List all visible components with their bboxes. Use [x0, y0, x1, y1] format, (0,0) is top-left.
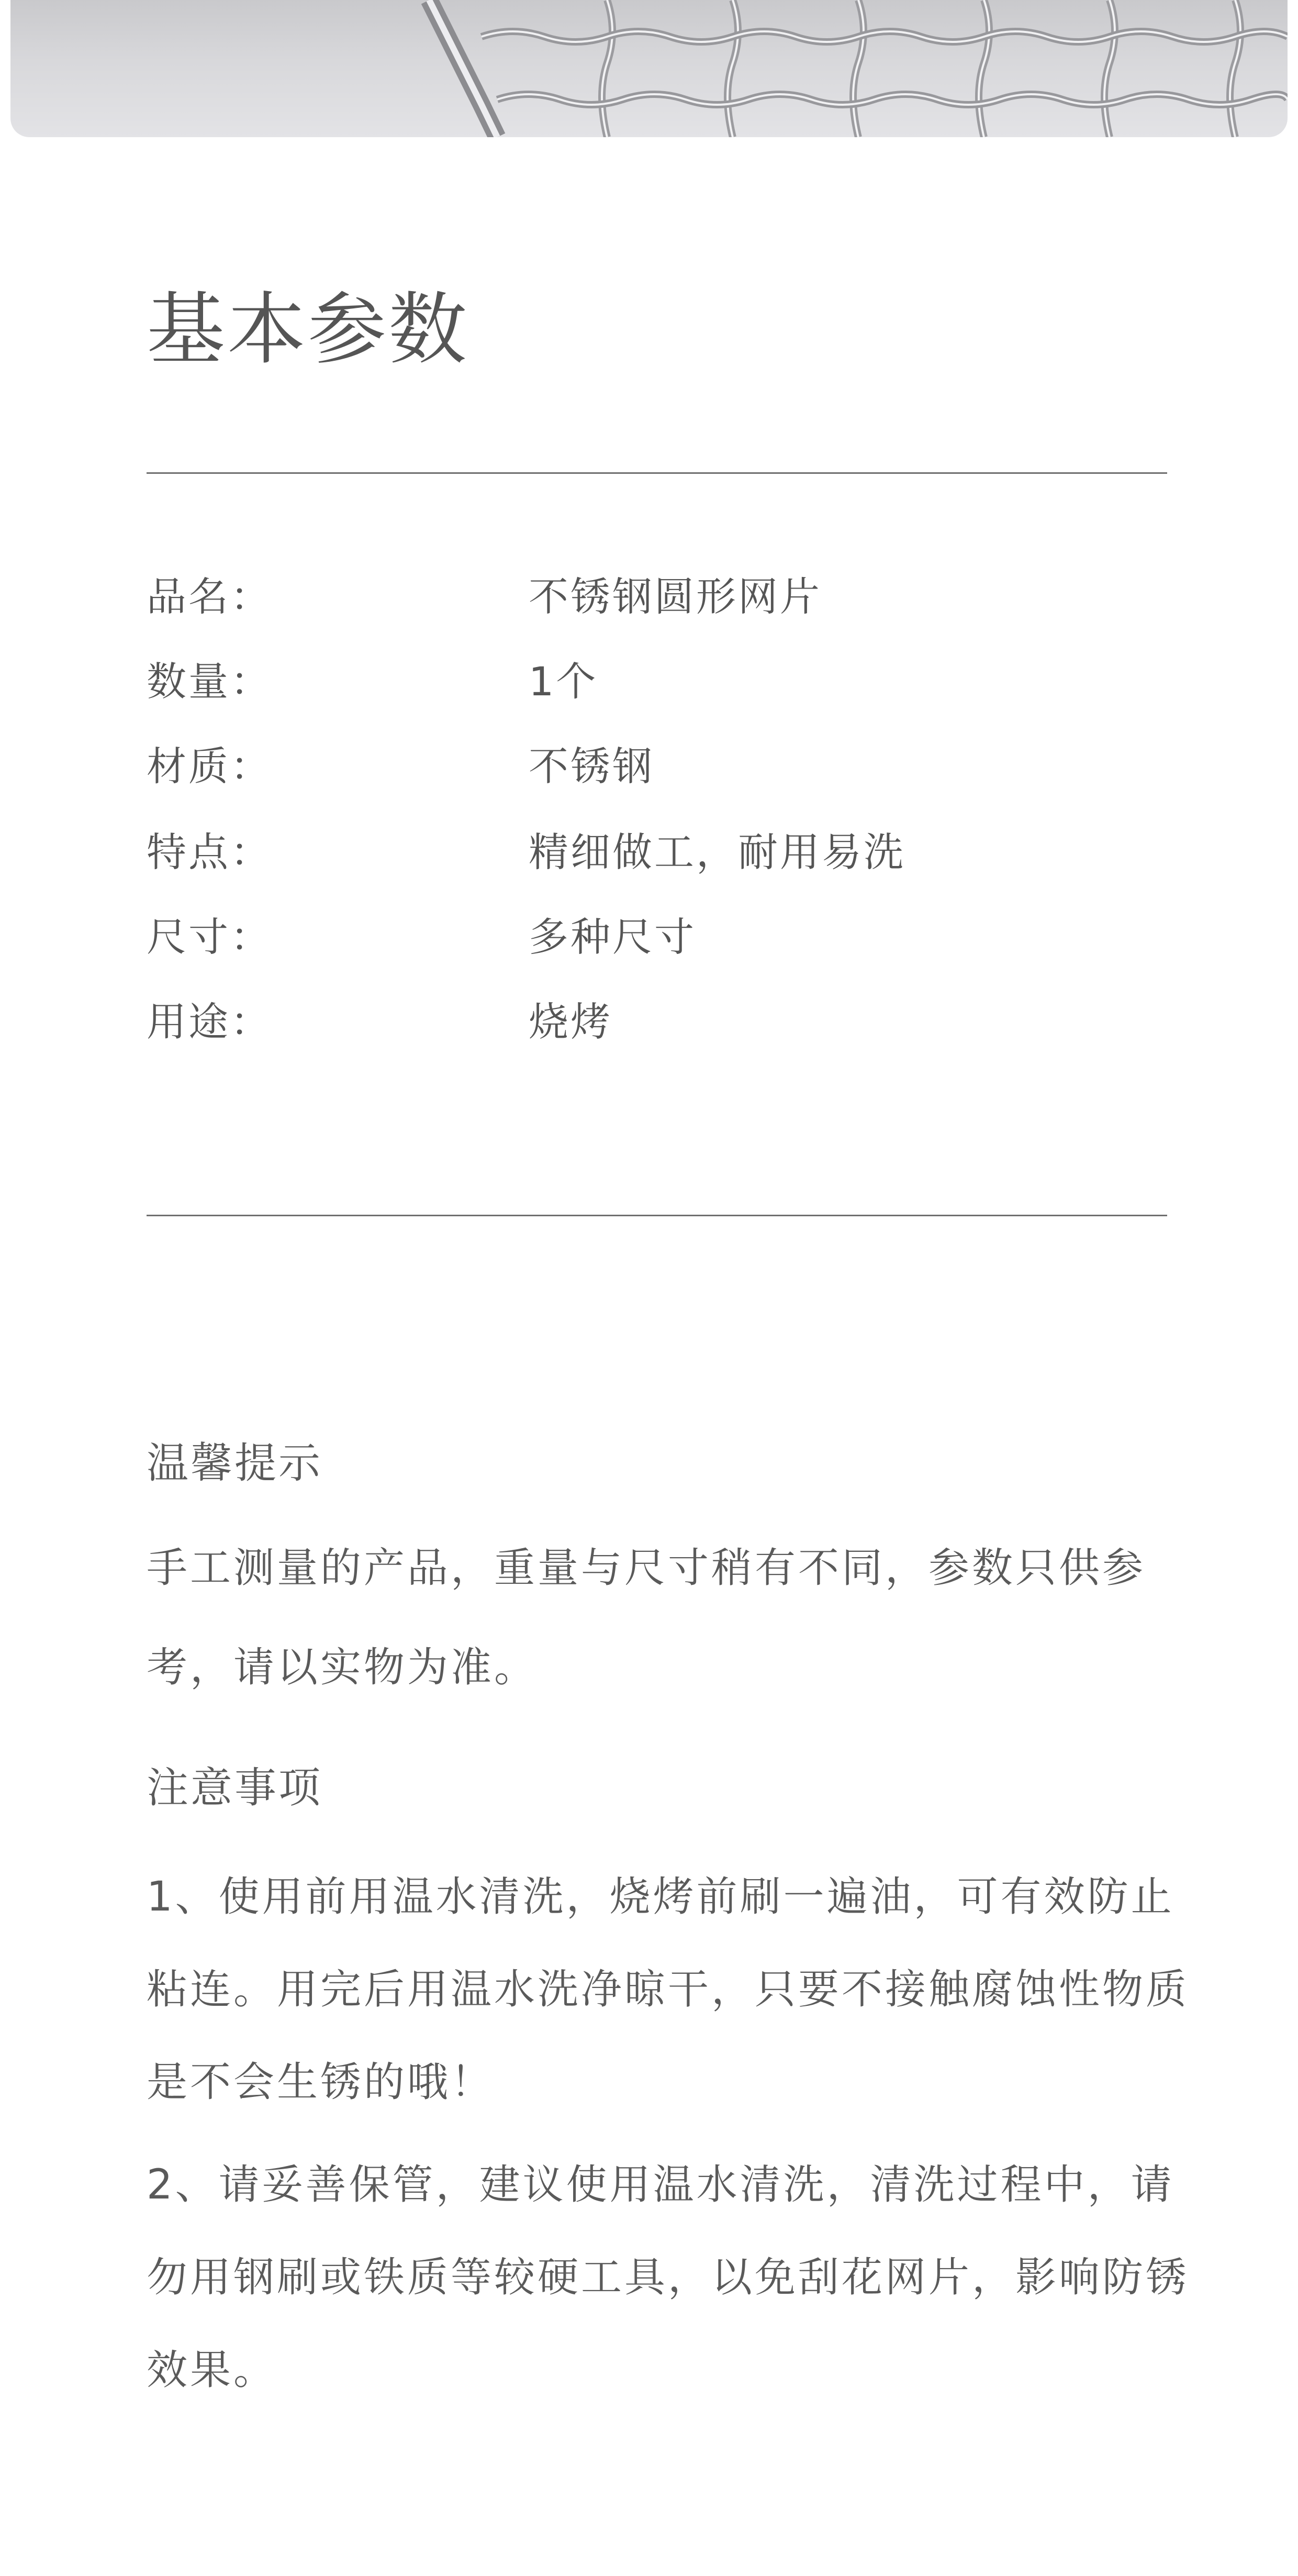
product-photo — [10, 0, 1288, 137]
section-title: 基本参数 — [147, 284, 469, 375]
note-item-1: 1、使用前用温水清洗，烧烤前刷一遍油，可有效防止粘连。用完后用温水洗净晾干，只要不接触腐蚀性物质是不会生锈的哦！ — [147, 1873, 1190, 2106]
spec-value: 不锈钢 — [529, 743, 654, 790]
spec-label: 数量： — [147, 658, 272, 705]
note-item-2: 2、请妥善保管，建议使用温水清洗，清洗过程中，请勿用钢刷或铁质等较硬工具，以免刮花网片，影响防锈效果。 — [147, 2161, 1190, 2394]
spec-value: 烧烤 — [529, 998, 612, 1045]
notes-heading: 注意事项 — [147, 1763, 322, 1812]
spec-value: 精细做工，耐用易洗 — [529, 829, 905, 875]
spec-label: 特点： — [147, 829, 272, 875]
tips-text: 手工测量的产品，重量与尺寸稍有不同，参数只供参考，请以实物为准。 — [147, 1545, 1146, 1691]
spec-label: 材质： — [147, 743, 272, 790]
spec-row-size — [147, 906, 1167, 969]
spec-label: 品名： — [147, 573, 272, 620]
spec-row-name — [147, 565, 1167, 628]
tips-heading: 温馨提示 — [147, 1439, 322, 1487]
spec-value: 不锈钢圆形网片 — [529, 573, 822, 620]
divider-top — [147, 472, 1167, 474]
spec-row-material — [147, 735, 1167, 798]
spec-label: 尺寸： — [147, 914, 272, 960]
spec-label: 用途： — [147, 998, 272, 1045]
spec-row-features — [147, 821, 1167, 884]
spec-row-usage — [147, 991, 1167, 1053]
spec-value: 多种尺寸 — [529, 914, 696, 960]
divider-bottom — [147, 1215, 1167, 1216]
wire-mesh-image — [10, 0, 1288, 137]
spec-row-quantity — [147, 650, 1167, 713]
spec-value: 1个 — [529, 658, 598, 705]
